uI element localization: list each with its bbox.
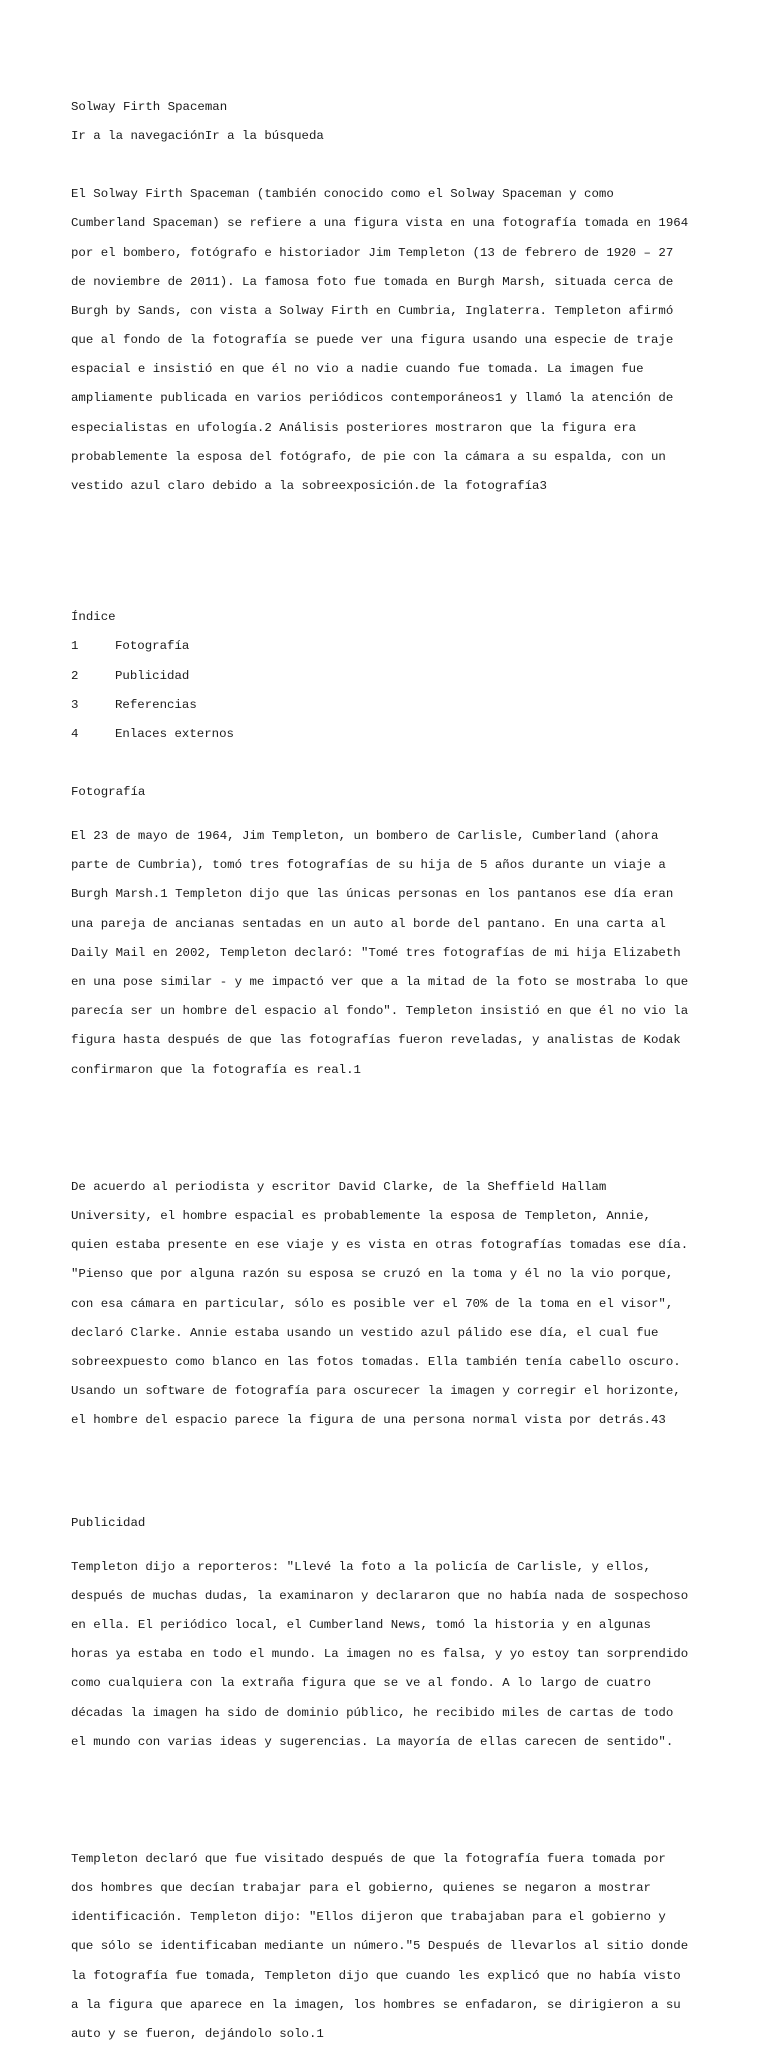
toc-item-fotografia[interactable] <box>71 639 711 654</box>
text-line: El 23 de mayo de 1964, Jim Templeton, un bombero de Carlisle, Cumberland (ahora <box>71 829 659 844</box>
toc-label: Fotografía <box>115 639 190 654</box>
text-line: de noviembre de 2011). La famosa foto fue tomada en Burgh Marsh, situada cerca de <box>71 274 674 289</box>
text-line: confirmaron que la fotografía es real.1 <box>71 1062 361 1077</box>
article-title: Solway Firth Spaceman <box>71 99 228 114</box>
toc-label: Enlaces externos <box>115 726 234 741</box>
fotografia-paragraph-1 <box>71 815 711 1092</box>
publicidad-paragraph-1 <box>71 1545 711 1764</box>
fotografia-paragraph-2 <box>71 1165 711 1442</box>
spacer <box>71 1121 711 1136</box>
text-line: Templeton declaró que fue visitado después de que la fotografía fuera tomada por <box>71 1851 666 1866</box>
text-line: parte de Cumbria), tomó tres fotografías de su hija de 5 años durante un viaje a <box>71 858 666 873</box>
text-line: horas ya estaba en todo el mundo. La imagen no es falsa, y yo estoy tan sorprendido <box>71 1647 689 1662</box>
section-heading-fotografia: Fotografía <box>71 785 146 800</box>
text-line: Cumberland Spaceman) se refiere a una figura vista en una fotografía tomada en 1964 <box>71 216 689 231</box>
text-line: a la figura que aparece en la imagen, los hombres se enfadaron, se dirigieron a su <box>71 1997 681 2012</box>
text-line: vestido azul claro debido a la sobreexposición.de la fotografía3 <box>71 479 547 494</box>
text-line: University, el hombre espacial es probablemente la esposa de Templeton, Annie, <box>71 1208 651 1223</box>
text-line: parecía ser un hombre del espacio al fondo". Templeton insistió en que él no vio la <box>71 1004 689 1019</box>
text-line: dos hombres que decían trabajar para el gobierno, quienes se negaron a mostrar <box>71 1881 651 1896</box>
text-line: en una pose similar - y me impactó ver que a la mitad de la foto se mostraba lo que <box>71 975 689 990</box>
table-of-contents <box>71 596 711 757</box>
text-line: Daily Mail en 2002, Templeton declaró: "Tomé tres fotografías de mi hija Elizabeth <box>71 945 681 960</box>
toc-item-enlaces-externos[interactable] <box>71 727 711 742</box>
text-line: espacial e insistió en que él no vio a nadie cuando fue tomada. La imagen fue <box>71 362 644 377</box>
toc-label: Referencias <box>115 697 197 712</box>
text-line: Burgh Marsh.1 Templeton dijo que las únicas personas en los pantanos ese día eran <box>71 887 674 902</box>
toc-number: 3 <box>71 697 79 712</box>
text-line: Usando un software de fotografía para oscurecer la imagen y corregir el horizonte, <box>71 1384 681 1399</box>
toc-heading: Índice <box>71 610 116 625</box>
text-line: como cualquiera con la extraña figura que se ve al fondo. A lo largo de cuatro <box>71 1676 651 1691</box>
toc-item-referencias[interactable] <box>71 698 711 713</box>
text-line: De acuerdo al periodista y escritor David Clarke, de la Sheffield Hallam <box>71 1179 607 1194</box>
intro-paragraph <box>71 173 711 509</box>
section-heading-publicidad: Publicidad <box>71 1515 146 1530</box>
spacer <box>71 1472 711 1487</box>
text-line: figura hasta después de que las fotografías fueron reveladas, y analistas de Kodak <box>71 1033 681 1048</box>
toc-number: 2 <box>71 668 79 683</box>
text-line: quien estaba presente en ese viaje y es vista en otras fotografías tomadas ese día. <box>71 1238 689 1253</box>
text-line: décadas la imagen ha sido de dominio público, he recibido miles de cartas de todo <box>71 1705 674 1720</box>
skip-links <box>71 129 711 144</box>
text-line: que al fondo de la fotografía se puede ver una figura usando una especie de traje <box>71 333 674 348</box>
text-line: Templeton dijo a reporteros: "Llevé la foto a la policía de Carlisle, y ellos, <box>71 1559 651 1574</box>
text-line: el mundo con varias ideas y sugerencias. La mayoría de ellas carecen de sentido". <box>71 1734 674 1749</box>
text-line: la fotografía fue tomada, Templeton dijo que cuando les explicó que no había visto <box>71 1968 681 1983</box>
text-line: el hombre del espacio parece la figura de una persona normal vista por detrás.43 <box>71 1413 666 1428</box>
toc-label: Publicidad <box>115 668 190 683</box>
text-line: Burgh by Sands, con vista a Solway Firth en Cumbria, Inglaterra. Templeton afirmó <box>71 303 674 318</box>
text-line: identificación. Templeton dijo: "Ellos dijeron que trabajaban para el gobierno y <box>71 1910 666 1925</box>
text-line: por el bombero, fotógrafo e historiador Jim Templeton (13 de febrero de 1920 – 27 <box>71 245 674 260</box>
spacer <box>71 1793 711 1808</box>
text-line: "Pienso que por alguna razón su esposa se cruzó en la toma y él no la vio porque, <box>71 1267 674 1282</box>
text-line: con esa cámara en particular, sólo es posible ver el 70% de la toma en el visor", <box>71 1296 674 1311</box>
text-line: en ella. El periódico local, el Cumberland News, tomó la historia y en algunas <box>71 1617 651 1632</box>
text-line: que sólo se identificaban mediante un número."5 Después de llevarlos al sitio donde <box>71 1939 689 1954</box>
toc-number: 1 <box>71 639 79 654</box>
text-line: una pareja de ancianas sentadas en un auto al borde del pantano. En una carta al <box>71 916 666 931</box>
publicidad-paragraph-2 <box>71 1837 711 2048</box>
text-line: especialistas en ufología.2 Análisis posteriores mostraron que la figura era <box>71 420 637 435</box>
text-line: ampliamente publicada en varios periódicos contemporáneos1 y llamó la atención de <box>71 391 674 406</box>
skip-to-search-link[interactable]: Ir a la búsqueda <box>204 128 324 143</box>
document-page <box>71 85 711 2048</box>
text-line: sobreexpuesto como blanco en las fotos tomadas. Ella también tenía cabello oscuro. <box>71 1354 681 1369</box>
spacer <box>71 537 711 566</box>
skip-to-navigation-link[interactable]: Ir a la navegación <box>71 128 205 143</box>
text-line: probablemente la esposa del fotógrafo, de pie con la cámara a su espalda, con un <box>71 449 666 464</box>
toc-number: 4 <box>71 726 79 741</box>
text-line: declaró Clarke. Annie estaba usando un vestido azul pálido ese día, el cual fue <box>71 1325 659 1340</box>
text-line: después de muchas dudas, la examinaron y declararon que no había nada de sospechoso <box>71 1588 689 1603</box>
text-line: auto y se fueron, dejándolo solo.1 <box>71 2027 324 2041</box>
toc-item-publicidad[interactable] <box>71 669 711 684</box>
text-line: El Solway Firth Spaceman (también conocido como el Solway Spaceman y como <box>71 187 614 202</box>
